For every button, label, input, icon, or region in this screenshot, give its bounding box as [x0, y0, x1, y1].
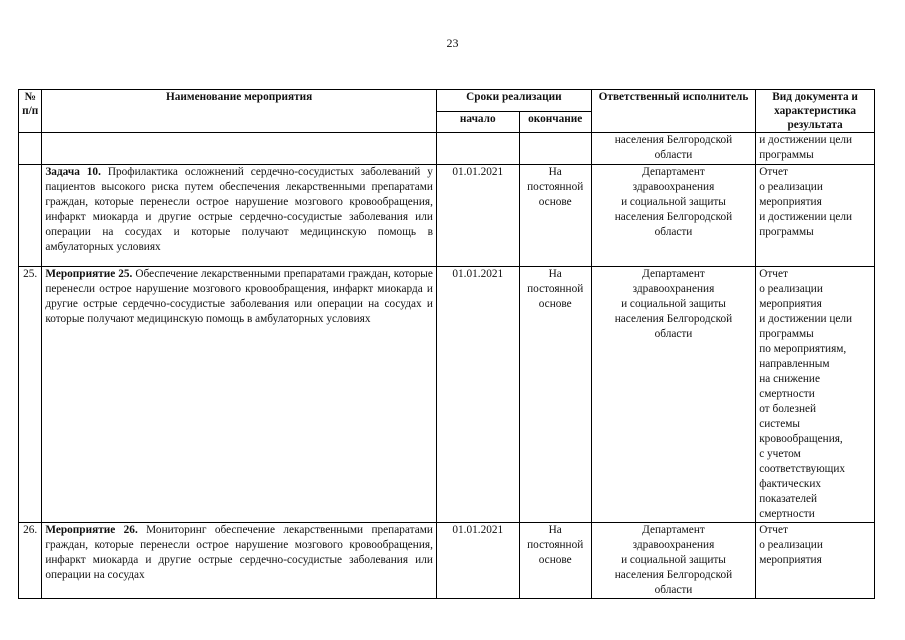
start-date-cell — [436, 133, 519, 165]
header-document: Вид документа и характеристика результата — [756, 90, 875, 133]
end-date-cell — [519, 165, 591, 267]
executor-line: здравоохранения — [632, 539, 715, 551]
document-line: Отчет — [759, 166, 788, 178]
end-date-line: постоянной — [527, 539, 584, 551]
document-line: соответствующих — [759, 463, 846, 475]
activity-name-cell — [42, 133, 437, 165]
action-plan-table — [18, 89, 875, 599]
end-date-line: основе — [538, 298, 572, 310]
executor-line: населения Белгородской — [614, 211, 733, 223]
row-number-cell: 25. — [19, 267, 42, 523]
document-line: мероприятия — [759, 554, 822, 566]
end-date-line: постоянной — [527, 283, 584, 295]
header-end: окончание — [519, 111, 591, 133]
executor-line: Департамент — [642, 268, 705, 280]
document-line: и достижении цели — [759, 211, 853, 223]
document-line: системы — [759, 418, 800, 430]
document-line: направленным — [759, 358, 830, 370]
header-number: № п/п — [19, 90, 42, 133]
document-line: смертности — [759, 508, 815, 520]
executor-line: Департамент — [642, 524, 705, 536]
end-date-line: На — [548, 524, 562, 536]
executor-line: населения Белгородской — [614, 569, 733, 581]
row-number-cell: 26. — [19, 523, 42, 599]
activity-title: Мероприятие 25. — [45, 268, 133, 280]
document-line: с учетом — [759, 448, 801, 460]
activity-name-cell — [42, 267, 437, 523]
end-date-cell — [519, 133, 591, 165]
header-start: начало — [436, 111, 519, 133]
header-name: Наименование мероприятия — [42, 90, 437, 133]
document-line: на снижение — [759, 373, 820, 385]
executor-line: Департамент — [642, 166, 705, 178]
activity-description: Мониторинг обеспечение лекарственными препаратами граждан, которые перенесли острое нарушение мозгового кровообращения, инфаркт миокарда и другие острые сердечно-сосудистые заболевания или операции на сосудах — [45, 524, 433, 581]
document-line: программы — [759, 226, 814, 238]
document-line: и достижении цели — [759, 313, 853, 325]
document-cell — [756, 523, 875, 599]
page-number: 23 — [446, 36, 459, 50]
start-date-cell: 01.01.2021 — [436, 523, 519, 599]
document-line: мероприятия — [759, 298, 822, 310]
row-number-cell — [19, 133, 42, 165]
executor-cell — [591, 267, 755, 523]
header-period: Сроки реализации — [436, 90, 591, 112]
activity-description: Обеспечение лекарственными препаратами граждан, которые перенесли острое нарушение мозгового кровообращения, инфаркт миокарда и другие острые сердечно-сосудистые заболевания или операции на сосудах и которые получают медицинскую помощь в амбулаторных условиях — [45, 268, 433, 325]
document-line: о реализации — [759, 539, 823, 551]
end-date-line: На — [548, 166, 562, 178]
executor-line: здравоохранения — [632, 181, 715, 193]
executor-line: населения Белгородской — [614, 313, 733, 325]
document-line: смертности — [759, 388, 815, 400]
header-executor: Ответственный исполнитель — [591, 90, 755, 133]
document-line: кровообращения, — [759, 433, 843, 445]
end-date-line: На — [548, 268, 562, 280]
executor-line: и социальной защиты — [621, 298, 726, 310]
end-date-cell — [519, 267, 591, 523]
start-date-cell: 01.01.2021 — [436, 165, 519, 267]
table-row — [19, 267, 875, 523]
executor-line: и социальной защиты — [621, 554, 726, 566]
document-line: мероприятия — [759, 196, 822, 208]
document-line: программы — [759, 149, 814, 161]
executor-cell — [591, 165, 755, 267]
executor-line: и социальной защиты — [621, 196, 726, 208]
executor-line: здравоохранения — [632, 283, 715, 295]
document-cell — [756, 133, 875, 165]
document-line: показателей — [759, 493, 818, 505]
table-row — [19, 133, 875, 165]
executor-line: области — [654, 149, 693, 161]
end-date-line: основе — [538, 196, 572, 208]
activity-title: Мероприятие 26. — [45, 524, 138, 536]
executor-cell — [591, 133, 755, 165]
end-date-line: основе — [538, 554, 572, 566]
executor-cell — [591, 523, 755, 599]
end-date-line: постоянной — [527, 181, 584, 193]
document-line: по мероприятиям, — [759, 343, 847, 355]
document-line: о реализации — [759, 283, 823, 295]
document-cell — [756, 267, 875, 523]
executor-line: области — [654, 328, 693, 340]
document-line: о реализации — [759, 181, 823, 193]
activity-name-cell — [42, 523, 437, 599]
activity-name-cell — [42, 165, 437, 267]
row-number-cell — [19, 165, 42, 267]
document-line: программы — [759, 328, 814, 340]
document-cell — [756, 165, 875, 267]
table-row — [19, 523, 875, 599]
executor-line: населения Белгородской — [614, 134, 733, 146]
executor-line: области — [654, 226, 693, 238]
executor-line: области — [654, 584, 693, 596]
activity-title: Задача 10. — [45, 166, 101, 178]
document-line: от болезней — [759, 403, 817, 415]
document-line: Отчет — [759, 268, 788, 280]
document-line: Отчет — [759, 524, 788, 536]
end-date-cell — [519, 523, 591, 599]
table-row — [19, 165, 875, 267]
document-line: и достижении цели — [759, 134, 853, 146]
activity-description: Профилактика осложнений сердечно-сосудистых заболеваний у пациентов высокого риска путем обеспечения лекарственными препаратами граждан, которые перенесли острое нарушение мозгового кровообращения, инфаркт миокарда и другие острые сердечно-сосудистые заболевания или операции на сосудах и которые получают медицинскую помощь в амбулаторных условиях — [45, 166, 433, 253]
document-line: фактических — [759, 478, 822, 490]
start-date-cell: 01.01.2021 — [436, 267, 519, 523]
